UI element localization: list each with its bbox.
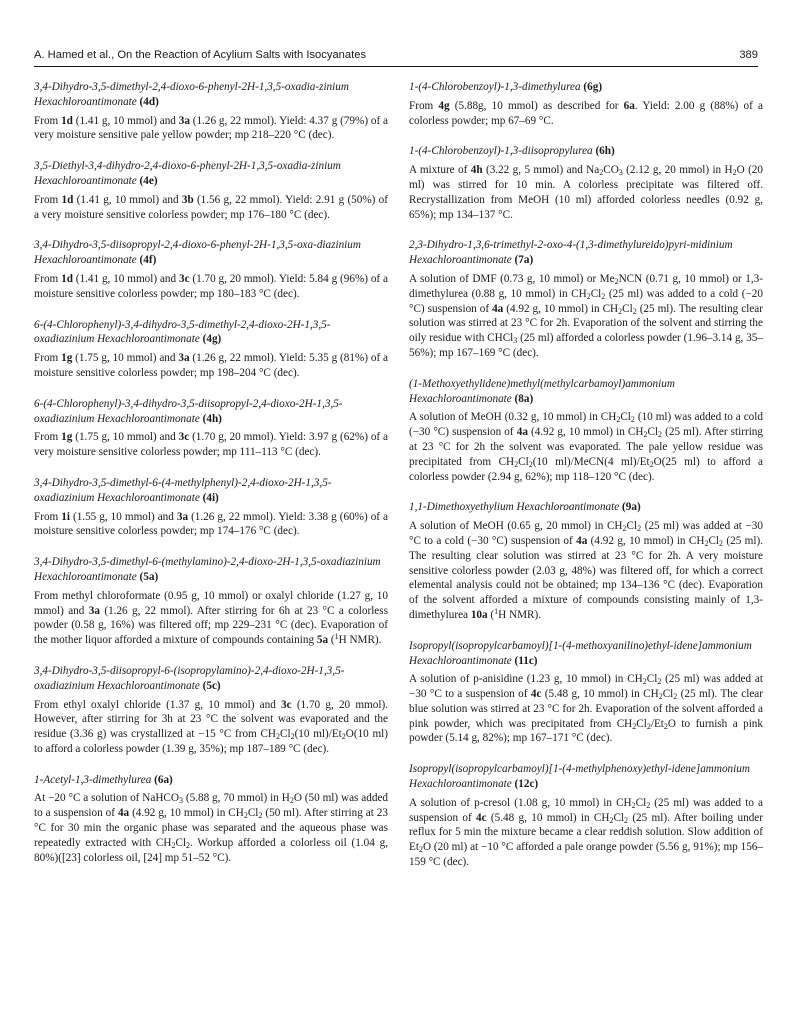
compound-code: (4f) <box>139 254 157 267</box>
compound-name: 1-(4-Chlorobenzoyl)-1,3-dimethylurea <box>409 81 581 93</box>
compound-title <box>34 318 388 348</box>
compound-name: 6-(4-Chlorophenyl)-3,4-dihydro-3,5-diisopropyl-2,4-dioxo-2H-1,3,5-oxadiazinium Hexachloroantimonate <box>34 397 343 425</box>
procedure-entry <box>409 639 763 747</box>
procedure-text: At −20 °C a solution of NaHCO$_3$ (5.88 g, 70 mmol) in $H_2O$ (50 ml) was added to a suspension of 4a (4.92 g, 10 mmol) in $CH_2Cl_2$ (50 ml). After stirring at 23 °C for 30 min the organic phase was separated and the aqueous phase was repeatedly extracted with $CH_2Cl_2$. Workup afforded a colorless oil (1.04 g, 80%)([23] colorless oil, [24] mp 51–52 °C). <box>34 792 389 864</box>
compound-title <box>409 238 763 268</box>
procedure-entry <box>34 555 388 648</box>
compound-title <box>34 80 388 110</box>
compound-name: 6-(4-Chlorophenyl)-3,4-dihydro-3,5-dimethyl-2,4-dioxo-2H-1,3,5-oxadiazinium Hexachloroantimonate <box>34 318 331 346</box>
compound-title <box>409 144 763 159</box>
procedure-text: From methyl chloroformate (0.95 g, 10 mmol) or oxalyl chloride (1.27 g, 10 mmol) and 3a (1.26 g, 22 mmol). After stirring for 6h at 23 °C a colorless powder (0.58 g, 16%) was filtered off; mp 229–231 °C (dec). Evaporation of the mother liquor afforded a mixture of compounds containing 5a ($^1$H NMR). <box>34 589 388 647</box>
procedure-text: A mixture of 4h (3.22 g, 5 mmol) and $Na_2CO_3$ (2.12 g, 20 mmol) in $H_2O$ (20 ml) was stirred for 10 min. A colorless precipitate was filtered off. Recrystallization from MeOH (10 ml) afforded colorless needles (0.92 g, 65%); mp 134–137 °C. <box>409 164 763 221</box>
procedure-text: From 1g (1.75 g, 10 mmol) and 3c (1.70 g, 20 mmol). Yield: 3.97 g (62%) of a very moisture sensitive colorless powder; mp 111–113 °C (dec). <box>34 431 389 459</box>
procedure-entry <box>34 664 388 757</box>
compound-title <box>34 238 388 268</box>
compound-code: (6a) <box>154 773 173 786</box>
compound-code: (7a) <box>514 254 534 267</box>
compound-name: 3,4-Dihydro-3,5-dimethyl-2,4-dioxo-6-phenyl-2H-1,3,5-oxadia-zinium Hexachloroantimonate <box>34 81 349 108</box>
compound-name: 3,4-Dihydro-3,5-dimethyl-6-(4-methylphenyl)-2,4-dioxo-2H-1,3,5-oxadiazinium Hexachloroantimonate <box>34 476 332 504</box>
compound-code: (9a) <box>622 501 641 514</box>
compound-name: Isopropyl(isopropylcarbamoyl)[1-(4-methylphenoxy)ethyl-idene]ammonium Hexachloroantimonate <box>409 763 750 791</box>
compound-title <box>34 664 388 694</box>
compound-code: (11c) <box>514 654 538 667</box>
procedure-text: A solution of p-anisidine (1.23 g, 10 mmol) in $CH_2Cl_2$ (25 ml) was added at −30 °C to a suspension of 4c (5.48 g, 10 mmol) in $CH_2Cl_2$ (25 ml). The clear blue solution was stirred at 23 °C for 2h. Evaporation of the solvent afforded a pink powder, which was precipitated from $CH_2Cl_2/Et_2O$ to furnish a pink powder (5.14 g, 82%); mp 167–171 °C (dec). <box>409 673 763 745</box>
procedure-entry <box>34 397 388 460</box>
procedure-entry <box>409 762 763 870</box>
procedure-entry <box>409 80 763 128</box>
page-number: 389 <box>739 49 758 61</box>
procedure-entry <box>34 318 388 381</box>
procedure-text: From ethyl oxalyl chloride (1.37 g, 10 mmol) and 3c (1.70 g, 20 mmol). However, after stirring for 3h at 23 °C the solvent was evaporated and the residue (3.36 g) was crystallized at −15 °C from $CH_2Cl_2(10$ $ml)/Et_2O(10$ ml) to afford a colorless powder (1.39 g, 35%); mp 187–189 °C (dec). <box>34 698 389 755</box>
procedure-text: A solution of p-cresol (1.08 g, 10 mmol) in $CH_2Cl_2$ (25 ml) was added to a suspension of 4c (5.48 g, 10 mmol) in $CH_2Cl_2$ (25 ml). After boiling under reflux for 5 min the mixture became a clear reddish solution. Slow addition of $Et_2O$ (20 ml) at −10 °C afforded a pale orange powder (5.56 g, 91%); mp 156–159 °C (dec). <box>409 796 763 869</box>
compound-name: 2,3-Dihydro-1,3,6-trimethyl-2-oxo-4-(1,3-dimethylureido)pyri-midinium Hexachloroantimonate <box>409 239 733 267</box>
compound-name: Isopropyl(isopropylcarbamoyl)[1-(4-methoxyanilino)ethyl-idene]ammonium Hexachloroantimonate <box>409 639 752 667</box>
compound-name: 3,4-Dihydro-3,5-diisopropyl-6-(isopropylamino)-2,4-dioxo-2H-1,3,5-oxadiazinium Hexachloroantimonate <box>34 664 345 692</box>
compound-name: (1-Methoxyethylidene)methyl(methylcarbamoyl)ammonium Hexachloroantimonate <box>409 377 675 405</box>
compound-name: 1,1-Dimethoxyethylium Hexachloroantimonate <box>409 501 620 514</box>
compound-code: (5a) <box>139 570 159 583</box>
running-head <box>34 48 758 64</box>
procedure-entry <box>409 377 763 485</box>
compound-title <box>409 377 763 407</box>
compound-name: 3,5-Diethyl-3,4-dihydro-2,4-dioxo-6-phenyl-2H-1,3,5-oxadia-zinium Hexachloroantimonate <box>34 160 341 187</box>
compound-title <box>34 555 388 585</box>
header-rule <box>34 66 758 67</box>
compound-code: (4e) <box>139 174 158 187</box>
procedure-text: A solution of MeOH (0.65 g, 20 mmol) in $CH_2Cl_2$ (25 ml) was added at −30 °C to a cold (−30 °C) suspension of 4a (4.92 g, 10 mmol) in $CH_2Cl_2$ (25 ml). The resulting clear solution was stirred at 23 °C for 2h. A very moisture sensitive colorless powder (2.03 g, 48%) was filtered off, for which a correct elemental analysis could not be obtained; mp 134–136 °C (dec). Evaporation of the solvent afforded a mixture of compounds consisting mainly of 1,3-dimethylurea 10a ($^1$H NMR). <box>409 520 763 621</box>
compound-title <box>409 500 763 515</box>
procedure-text: From 1d (1.41 g, 10 mmol) and 3a (1.26 g, 22 mmol). Yield: 4.37 g (79%) of a very moisture sensitive pale yellow powder; mp 218–220 °C (dec). <box>34 114 388 142</box>
compound-code: (4g) <box>202 333 222 346</box>
compound-name: 3,4-Dihydro-3,5-dimethyl-6-(methylamino)-2,4-dioxo-2H-1,3,5-oxadiazinium Hexachloroantimonate <box>34 556 381 583</box>
procedure-text: From 4g (5.88g, 10 mmol) as described for 6a. Yield: 2.00 g (88%) of a colorless powder; mp 67–69 °C. <box>409 99 763 127</box>
compound-code: (8a) <box>514 392 534 405</box>
compound-name: 1-Acetyl-1,3-dimethylurea <box>34 773 152 786</box>
procedure-entry <box>34 773 388 866</box>
procedure-entry <box>34 159 388 222</box>
procedure-entry <box>409 238 763 360</box>
procedure-entry <box>409 500 763 622</box>
procedure-entry <box>34 80 388 143</box>
running-head-title: A. Hamed et al., On the Reaction of Acylium Salts with Isocyanates <box>34 49 367 61</box>
compound-code: (5c) <box>202 679 221 692</box>
compound-title <box>34 397 388 427</box>
compound-code: (6g) <box>583 81 603 93</box>
procedure-entry <box>34 238 388 301</box>
compound-code: (4i) <box>202 491 219 504</box>
procedure-text: From 1g (1.75 g, 10 mmol) and 3a (1.26 g, 22 mmol). Yield: 5.35 g (81%) of a moisture sensitive colorless powder; mp 198–204 °C (dec). <box>34 352 388 379</box>
compound-title <box>409 639 763 669</box>
procedure-text: A solution of MeOH (0.32 g, 10 mmol) in $CH_2Cl_2$ (10 ml) was added to a cold (−30 °C) suspension of 4a (4.92 g, 10 mmol) in $CH_2Cl_2$ (25 ml). After stirring at 23 °C for 2h the solvent was evaporated. The pale yellow residue was precipitated from $CH_2Cl_2(10$ ml)/MeCN(4 $ml)/Et_2O(25$ ml) to afford a colorless powder (2.94 g, 62%); mp 118–120 °C (dec). <box>409 411 764 483</box>
compound-title <box>34 159 388 189</box>
compound-title <box>34 476 388 506</box>
procedure-text: From 1i (1.55 g, 10 mmol) and 3a (1.26 g, 22 mmol). Yield: 3.38 g (60%) of a moisture sensitive colorless powder; mp 174–176 °C (dec). <box>34 510 389 538</box>
compound-code: (4d) <box>139 95 159 108</box>
left-column <box>34 80 388 881</box>
compound-name: 3,4-Dihydro-3,5-diisopropyl-2,4-dioxo-6-phenyl-2H-1,3,5-oxa-diazinium Hexachloroantimonate <box>34 239 361 267</box>
procedure-text: From 1d (1.41 g, 10 mmol) and 3c (1.70 g, 20 mmol). Yield: 5.84 g (96%) of a moisture sensitive colorless powder; mp 180–183 °C (dec). <box>34 272 388 300</box>
right-column <box>409 80 763 886</box>
compound-title <box>409 762 763 792</box>
compound-code: (6h) <box>595 145 615 158</box>
compound-title <box>409 80 763 95</box>
compound-title <box>34 773 388 788</box>
procedure-entry <box>34 476 388 539</box>
procedure-text: A solution of DMF (0.73 g, 10 mmol) or $Me_2NCN$ (0.71 g, 10 mmol) or 1,3-dimethylurea (0.88 g, 10 mmol) in $CH_2Cl_2$ (25 ml) was added to a cold (−20 °C) suspension of 4a (4.92 g, 10 mmol) in $CH_2Cl_2$ (25 ml). The resulting clear solution was stirred at 23 °C for 2h. Evaporation of the solvent and stirring the oily residue with CHCl$_3$ (25 ml) afforded a colorless powder (1.96–3.14 g, 35–56%); mp 167–169 °C (dec). <box>409 272 763 359</box>
compound-code: (4h) <box>202 412 222 425</box>
procedure-entry <box>409 144 763 222</box>
procedure-text: From 1d (1.41 g, 10 mmol) and 3b (1.56 g, 22 mmol). Yield: 2.91 g (50%) of a very moisture sensitive colorless powder; mp 176–180 °C (dec). <box>34 193 388 221</box>
compound-name: 1-(4-Chlorobenzoyl)-1,3-diisopropylurea <box>409 145 593 158</box>
compound-code: (12c) <box>514 778 539 791</box>
